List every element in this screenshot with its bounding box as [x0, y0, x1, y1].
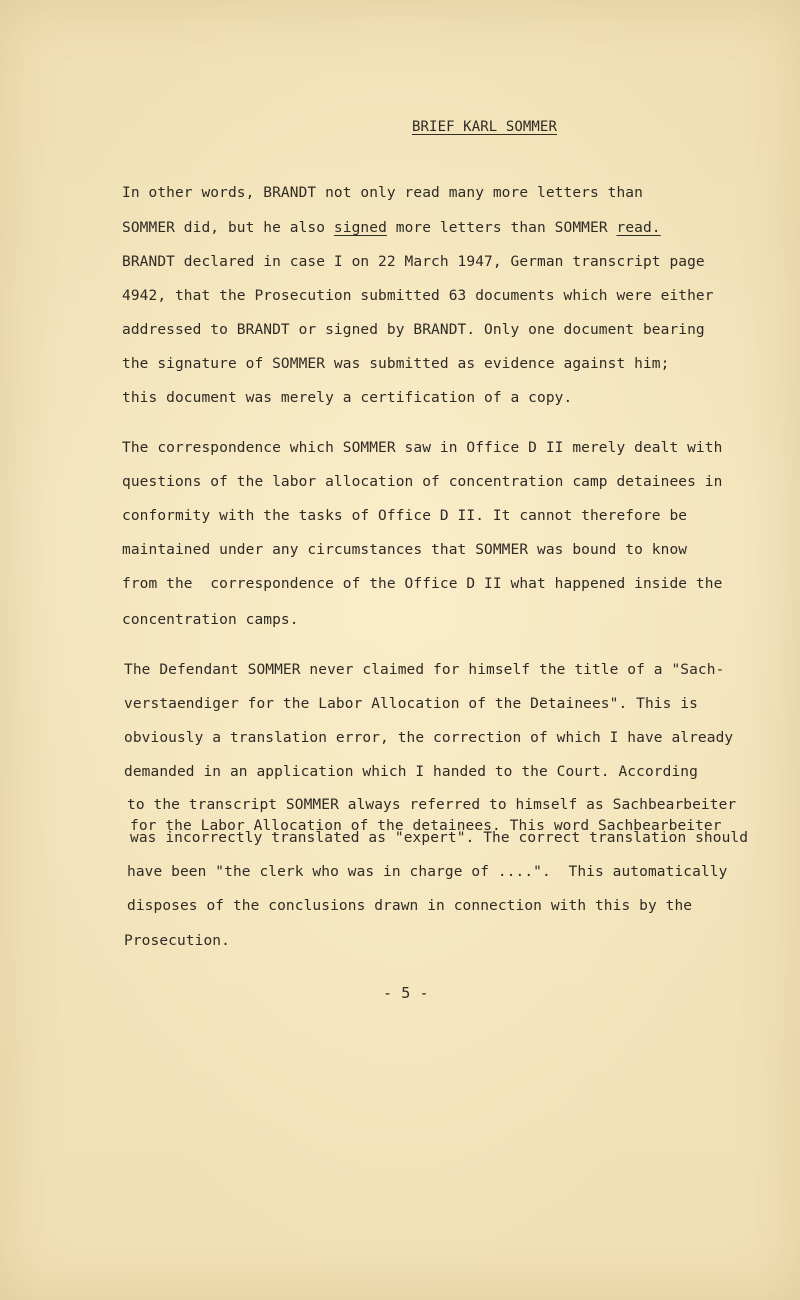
paragraph-1-line: In other words, BRANDT not only read many more letters than [122, 185, 643, 201]
text-run: more letters than SOMMER [386, 220, 617, 236]
underlined-word: read. [616, 220, 661, 236]
paragraph-3-line: obviously a translation error, the correction of which I have already [124, 730, 734, 746]
paragraph-1-line: addressed to BRANDT or signed by BRANDT. Only one document bearing [122, 322, 705, 338]
document-title: BRIEF KARL SOMMER [412, 119, 557, 135]
paragraph-3-line: was incorrectly translated as "expert". The correct translation should [130, 830, 749, 846]
paragraph-2-line: conformity with the tasks of Office D II. It cannot therefore be [122, 508, 688, 524]
inserted-line: for the Labor Allocation of the detainees. This word Sachbearbeiter [130, 818, 722, 834]
paragraph-3-line: Prosecution. [124, 933, 230, 949]
paragraph-3-line: demanded in an application which I handed to the Court. According [124, 764, 698, 780]
paragraph-3-line: disposes of the conclusions drawn in connection with this by the [127, 898, 693, 914]
text-run: SOMMER did, but he also [122, 220, 334, 236]
paragraph-3-line: to the transcript SOMMER always referred to himself as Sachbearbeiter [127, 797, 737, 813]
underlined-word: signed [333, 220, 387, 236]
paragraph-1-line: the signature of SOMMER was submitted as evidence against him; [122, 356, 670, 372]
paragraph-2-line: from the correspondence of the Office D II what happened inside the [122, 576, 723, 592]
paragraph-2-line: The correspondence which SOMMER saw in Office D II merely dealt with [122, 440, 723, 456]
paragraph-3-line: verstaendiger for the Labor Allocation of the Detainees". This is [124, 696, 698, 712]
paragraph-1-line: BRANDT declared in case I on 22 March 1947, German transcript page [122, 254, 705, 270]
paragraph-2-line: questions of the labor allocation of concentration camp detainees in [122, 474, 723, 490]
paragraph-3-line: The Defendant SOMMER never claimed for himself the title of a "Sach- [124, 662, 725, 678]
paragraph-2-line: maintained under any circumstances that SOMMER was bound to know [122, 542, 688, 558]
paragraph-2-line: concentration camps. [122, 612, 299, 628]
paragraph-1-line: this document was merely a certification of a copy. [122, 390, 573, 406]
paragraph-1-line [122, 219, 661, 237]
paragraph-3-line: have been "the clerk who was in charge of ....". This automatically [127, 864, 728, 880]
page-number: - 5 - [383, 984, 429, 1002]
paragraph-1-line: 4942, that the Prosecution submitted 63 documents which were either [122, 288, 714, 304]
